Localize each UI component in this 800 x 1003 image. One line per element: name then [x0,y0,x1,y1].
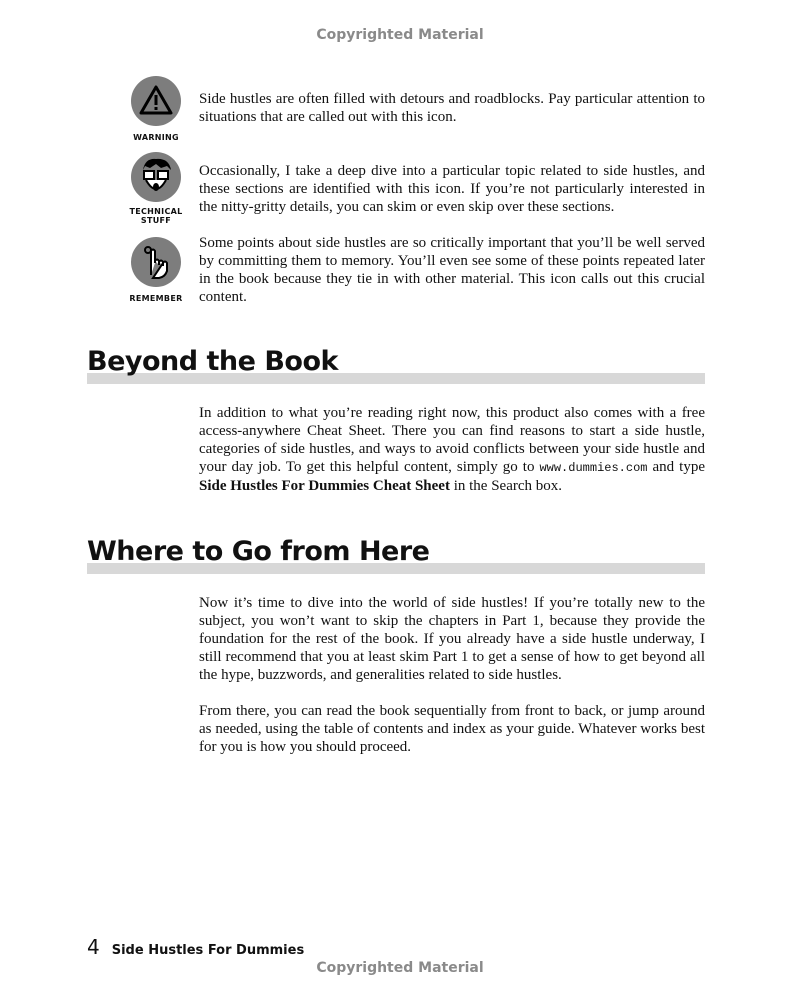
page-number: 4 [87,935,100,959]
where-paragraph-1: Now it’s time to dive into the world of side hustles! If you’re totally new to the subject, you won’t want to skip the chapters in Part 1, because they provide the foundation for the rest of the book. If you already have a side hustle underway, I still recommend that you at least skim Part 1 to get a sense of how to get beyond all the hype, buzzwords, and generalities related to side hustles. [199,595,705,683]
watermark-top: Copyrighted Material [316,27,484,43]
dummies-url: www.dummies.com [539,461,648,475]
where-paragraph-2: From there, you can read the book sequentially from front to back, or jump around as needed, using the table of contents and index as your guide. Whatever works best for you is how you should proceed. [199,703,705,755]
icon-label-remember: REMEMBER [129,294,183,303]
section-heading-beyond: Beyond the Book [87,346,705,386]
icon-label-warning: WARNING [133,133,179,142]
beyond-paragraph: In addition to what you’re reading right now, this product also comes with a free access-anywhere Cheat Sheet. There you can find reasons to start a side hustle, categories of side hustles, and ways to avoid conflicts between your side hustle and your day job. To get this helpful content, simply go to www.dummies.com and type Side Hustles For Dummies Cheat Sheet in the Search box. [199,405,705,494]
section-heading-where: Where to Go from Here [87,536,705,576]
watermark-bottom: Copyrighted Material [316,960,484,976]
icon-label-technical-stuff: TECHNICAL STUFF [129,207,183,225]
warning-icon [131,76,181,126]
technical-stuff-paragraph: Occasionally, I take a deep dive into a particular topic related to side hustles, and these sections are identified with this icon. If you’re not particularly interested in the nitty-gritty details, you can skim or even skip over these sections. [199,163,705,215]
remember-icon [131,237,181,287]
book-title: Side Hustles For Dummies [111,943,305,958]
remember-paragraph: Some points about side hustles are so critically important that you’ll be well served by committing them to memory. You’ll even see some of these points repeated later in the book because they tie in with other material. This icon calls out this crucial content. [199,235,705,305]
technical-stuff-icon [131,152,181,202]
page-footer [87,935,304,959]
warning-paragraph: Side hustles are often filled with detours and roadblocks. Pay particular attention to situations that are called out with this icon. [199,91,705,125]
